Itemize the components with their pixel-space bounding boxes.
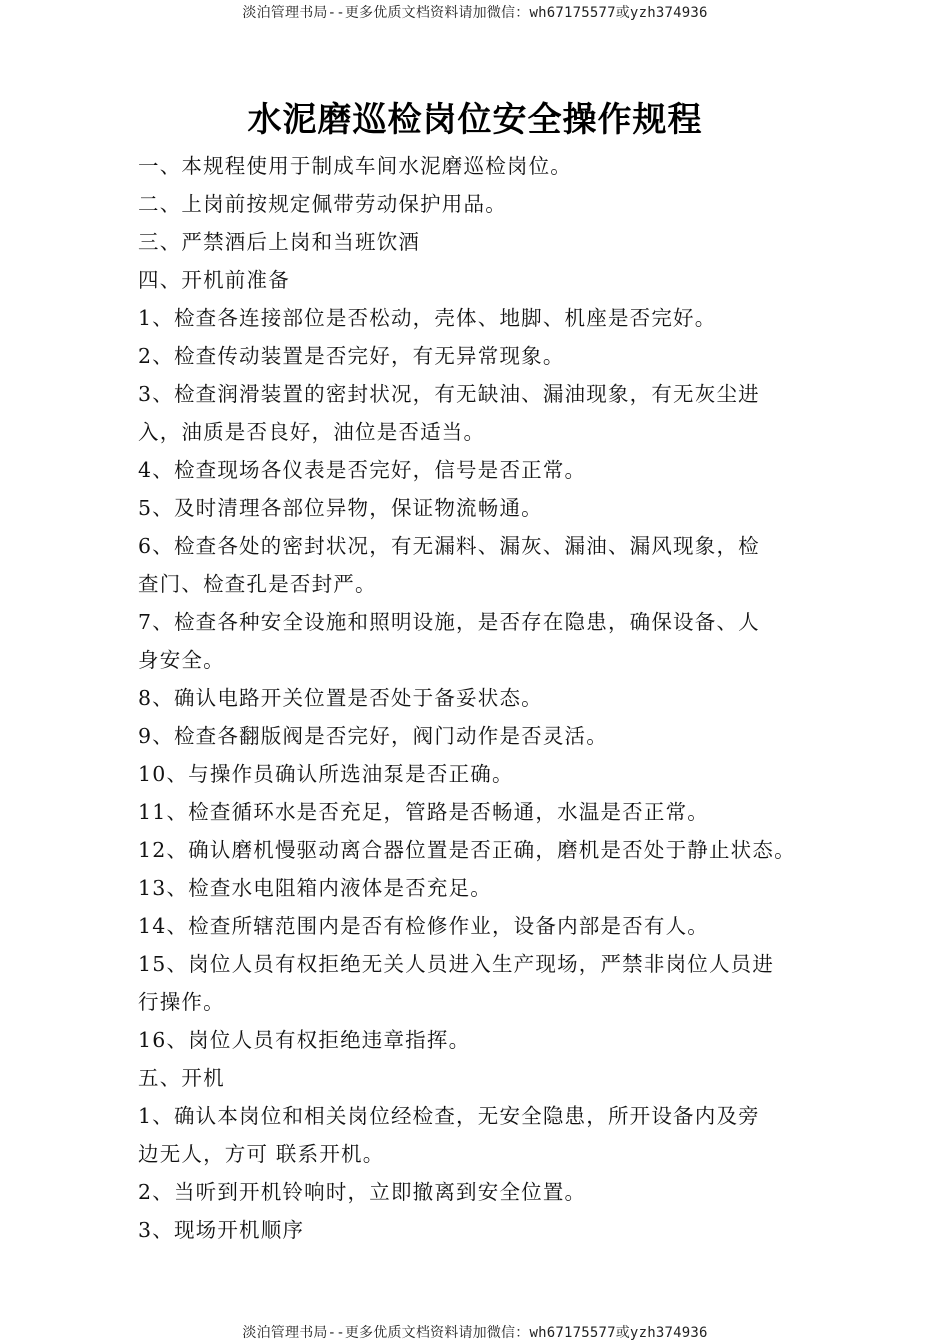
doc-line: 身安全。 — [138, 648, 225, 672]
doc-line: 边无人，方可 联系开机。 — [138, 1142, 385, 1166]
doc-line: 10、与操作员确认所选油泵是否正确。 — [138, 762, 514, 786]
document-body — [138, 147, 828, 1249]
doc-line: 2、当听到开机铃响时，立即撤离到安全位置。 — [138, 1180, 587, 1204]
doc-line: 1、确认本岗位和相关岗位经检查，无安全隐患，所开设备内及旁 — [138, 1104, 760, 1128]
doc-line: 12、确认磨机慢驱动离合器位置是否正确，磨机是否处于静止状态。 — [138, 838, 796, 862]
doc-line: 13、检查水电阻箱内液体是否充足。 — [138, 876, 492, 900]
doc-line: 四、开机前准备 — [138, 268, 290, 292]
doc-line: 5、及时清理各部位异物，保证物流畅通。 — [138, 496, 543, 520]
doc-line: 1、检查各连接部位是否松动，壳体、地脚、机座是否完好。 — [138, 306, 717, 330]
doc-line: 15、岗位人员有权拒绝无关人员进入生产现场，严禁非岗位人员进 — [138, 952, 775, 976]
document-title: 水泥磨巡检岗位安全操作规程 — [247, 100, 703, 140]
doc-line: 2、检查传动装置是否完好，有无异常现象。 — [138, 344, 565, 368]
doc-line: 3、现场开机顺序 — [138, 1218, 305, 1242]
doc-line: 7、检查各种安全设施和照明设施，是否存在隐患，确保设备、人 — [138, 610, 760, 634]
doc-line: 8、确认电路开关位置是否处于备妥状态。 — [138, 686, 543, 710]
doc-line: 4、检查现场各仪表是否完好，信号是否正常。 — [138, 458, 587, 482]
doc-line: 行操作。 — [138, 990, 225, 1014]
doc-line: 三、严禁酒后上岗和当班饮酒 — [138, 230, 421, 254]
doc-line: 二、上岗前按规定佩带劳动保护用品。 — [138, 192, 507, 216]
footer-banner: 淡泊管理书局--更多优质文档资料请加微信：wh67175577或yzh374936 — [242, 1325, 708, 1341]
doc-line: 9、检查各翻版阀是否完好，阀门动作是否灵活。 — [138, 724, 608, 748]
doc-line: 11、检查循环水是否充足，管路是否畅通，水温是否正常。 — [138, 800, 709, 824]
header-banner: 淡泊管理书局--更多优质文档资料请加微信：wh67175577或yzh374936 — [242, 5, 708, 21]
doc-line: 一、本规程使用于制成车间水泥磨巡检岗位。 — [138, 154, 572, 178]
doc-line: 五、开机 — [138, 1066, 225, 1090]
doc-line: 3、检查润滑装置的密封状况，有无缺油、漏油现象，有无灰尘进 — [138, 382, 760, 406]
doc-line: 6、检查各处的密封状况，有无漏料、漏灰、漏油、漏风现象，检 — [138, 534, 760, 558]
doc-line: 查门、检查孔是否封严。 — [138, 572, 377, 596]
doc-line: 16、岗位人员有权拒绝违章指挥。 — [138, 1028, 471, 1052]
doc-line: 入，油质是否良好，油位是否适当。 — [138, 420, 486, 444]
doc-line: 14、检查所辖范围内是否有检修作业，设备内部是否有人。 — [138, 914, 709, 938]
